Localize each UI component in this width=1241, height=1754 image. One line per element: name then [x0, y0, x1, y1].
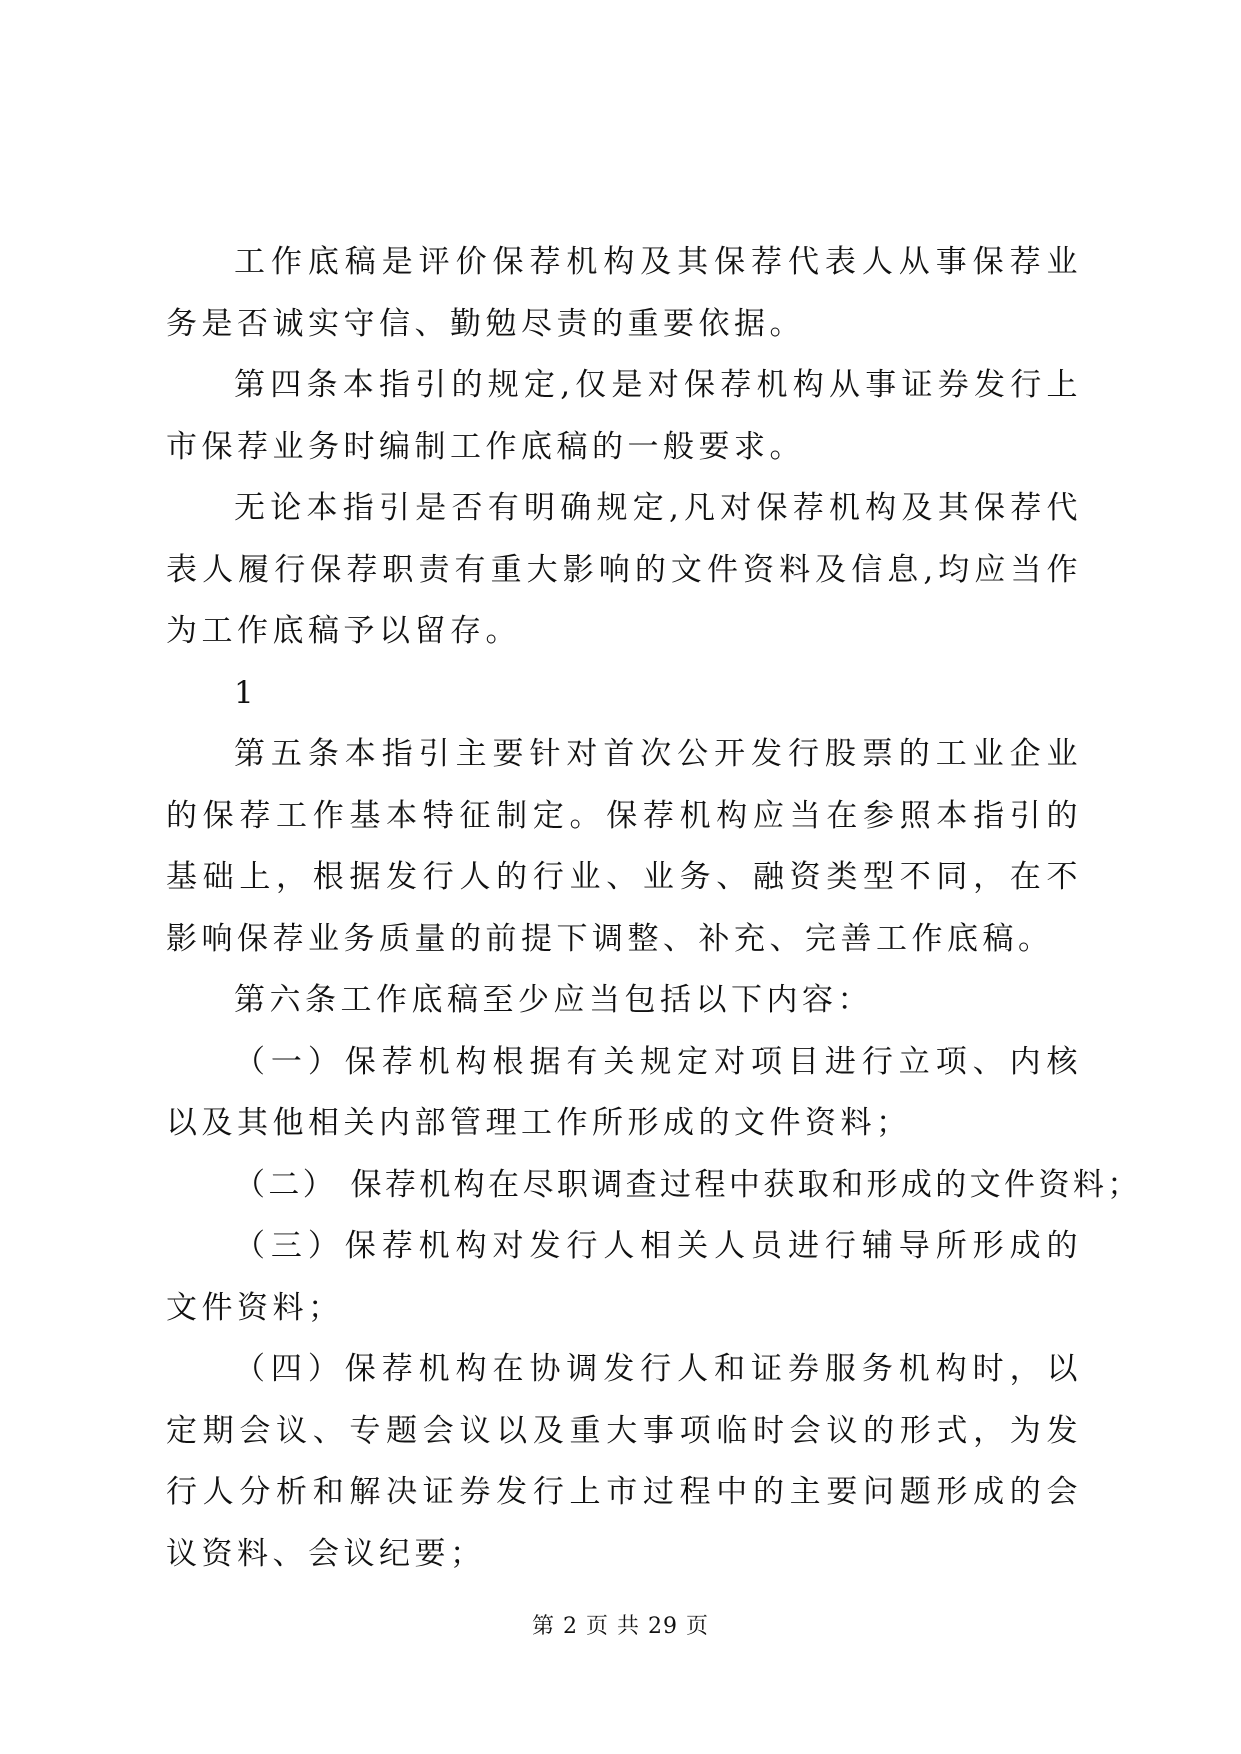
list-item-4: （四）保荐机构在协调发行人和证券服务机构时，以定期会议、专题会议以及重大事项临时会议的形式，为发行人分析和解决证券发行上市过程中的主要问题形成的会议资料、会议纪要； [166, 1351, 1082, 1572]
inline-page-number: 1 [234, 674, 259, 711]
list-item-1: （一）保荐机构根据有关规定对项目进行立项、内核以及其他相关内部管理工作所形成的文件资料； [166, 1043, 1082, 1141]
paragraph-article-6: 第六条工作底稿至少应当包括以下内容： [234, 982, 873, 1018]
list-item-2: （二） 保荐机构在尽职调查过程中获取和形成的文件资料； [234, 1166, 1142, 1203]
paragraph-article-5: 第五条本指引主要针对首次公开发行股票的工业企业的保荐工作基本特征制定。保荐机构应当在参照本指引的基础上，根据发行人的行业、业务、融资类型不同，在不影响保荐业务质量的前提下调整、补充、完善工作底稿。 [166, 736, 1082, 957]
paragraph-workpaper-basis: 工作底稿是评价保荐机构及其保荐代表人从事保荐业务是否诚实守信、勤勉尽责的重要依据。 [166, 244, 1082, 342]
document-body [166, 232, 1142, 1585]
paragraph-retention-rule: 无论本指引是否有明确规定,凡对保荐机构及其保荐代表人履行保荐职责有重大影响的文件资料及信息,均应当作为工作底稿予以留存。 [166, 490, 1082, 649]
page-footer: 第 2 页 共 29 页 [532, 1614, 709, 1639]
paragraph-article-4: 第四条本指引的规定,仅是对保荐机构从事证券发行上市保荐业务时编制工作底稿的一般要求。 [166, 367, 1082, 465]
list-item-3: （三）保荐机构对发行人相关人员进行辅导所形成的文件资料； [166, 1228, 1082, 1326]
